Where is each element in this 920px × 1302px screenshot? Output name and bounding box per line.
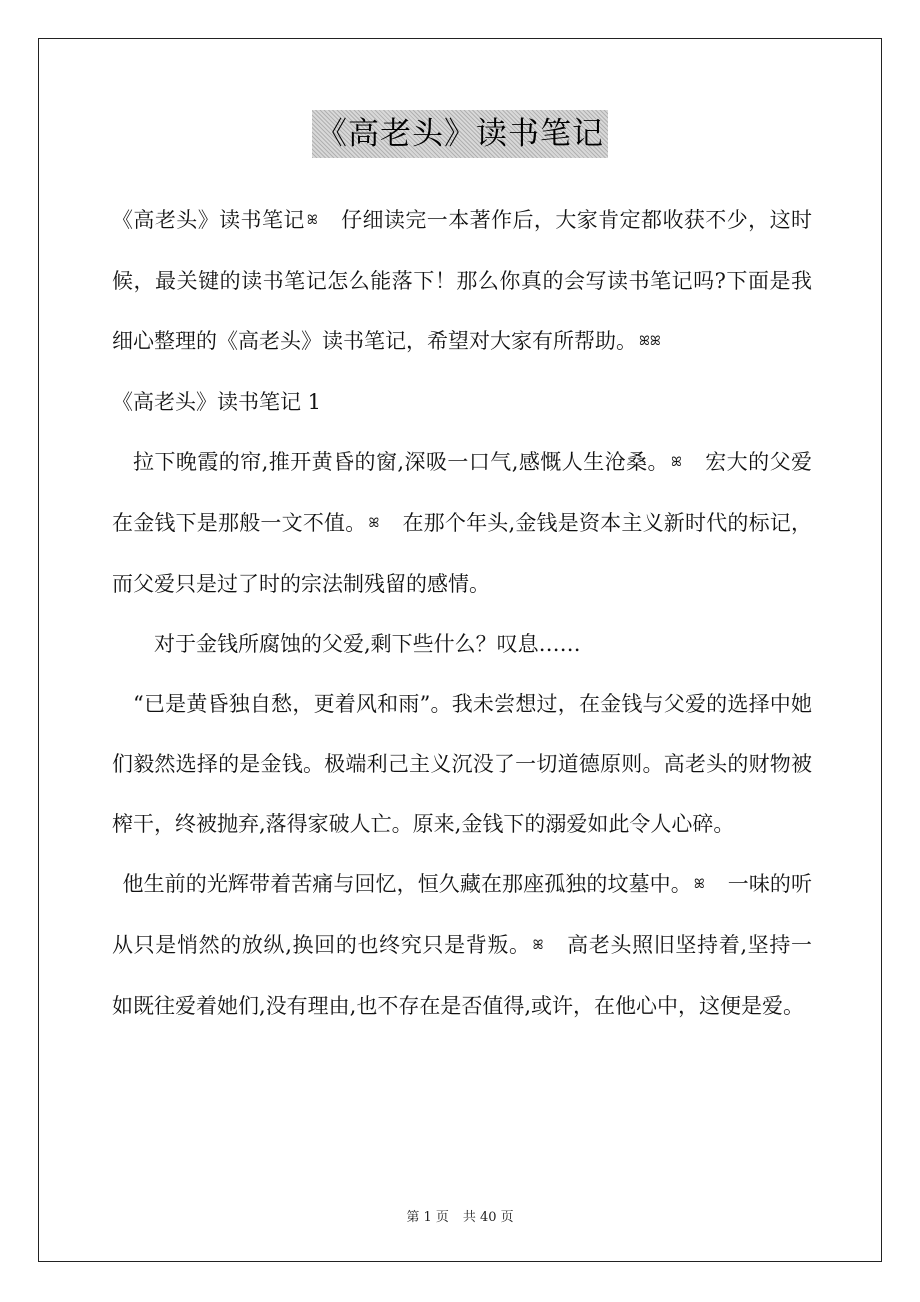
intro-text: 仔细读完一本著作后，大家肯定都收获不少，这时候，最关键的读书笔记怎么能落下！那么你真的会写读书笔记吗?下面是我细心整理的《高老头》读书笔记，希望对大家有所帮助。 — [112, 208, 813, 353]
page-total: 共 40 页 — [462, 1210, 514, 1225]
bullet-mark-icon: ꕤꕤ — [639, 334, 661, 349]
body-paragraph: “已是黄昏独自愁，更着风和雨”。我未尝想过，在金钱与父爱的选择中她们毅然选择的是金钱。极端利己主义沉没了一切道德原则。高老头的财物被榨干，终被抛弃,落得家破人亡。原来,金钱下的溺爱如此令人心碎。 — [112, 692, 812, 836]
bullet-mark-icon: ꕤ — [532, 938, 544, 953]
section-heading: 《高老头》读书笔记 1 — [112, 390, 322, 414]
paragraph-text: 高老头照旧坚持着,坚持一如既往爱着她们,没有理由,也不存在是否值得,或许，在他心中，这便是爱。 — [112, 933, 812, 1018]
document-title: 《高老头》读书笔记 — [312, 110, 608, 158]
paragraph-text: 一味的听从只是悄然的放纵,换回的也终究只是背叛。 — [112, 872, 813, 957]
intro-paragraph — [112, 190, 812, 372]
paragraph-text: 他生前的光辉带着苦痛与回忆，恒久藏在那座孤独的坟墓中。 — [122, 872, 692, 896]
bullet-mark-icon: ꕤ — [670, 455, 682, 470]
body-paragraph — [112, 854, 812, 1036]
paragraph-text: 拉下晚霞的帘,推开黄昏的窗,深吸一口气,感慨人生沧桑。 — [133, 450, 669, 474]
paragraph-text: 在那个年头,金钱是资本主义新时代的标记，而父爱只是过了时的宗法制残留的感情。 — [112, 511, 812, 596]
document-body — [112, 190, 812, 1036]
page-footer — [0, 1206, 920, 1225]
bullet-mark-icon: ꕤ — [693, 877, 705, 892]
intro-title-ref: 《高老头》读书笔记 — [112, 208, 305, 232]
body-paragraph: 对于金钱所腐蚀的父爱,剩下些什么？叹息…… — [154, 632, 581, 656]
body-paragraph — [112, 432, 812, 614]
page-number: 第 1 页 — [406, 1210, 449, 1225]
bullet-mark-icon: ꕤ — [368, 516, 380, 531]
paragraph-text: 宏大的父爱在金钱下是那般一文不值。 — [112, 450, 813, 535]
title-container — [0, 110, 920, 158]
bullet-mark-icon: ꕤ — [306, 213, 318, 228]
